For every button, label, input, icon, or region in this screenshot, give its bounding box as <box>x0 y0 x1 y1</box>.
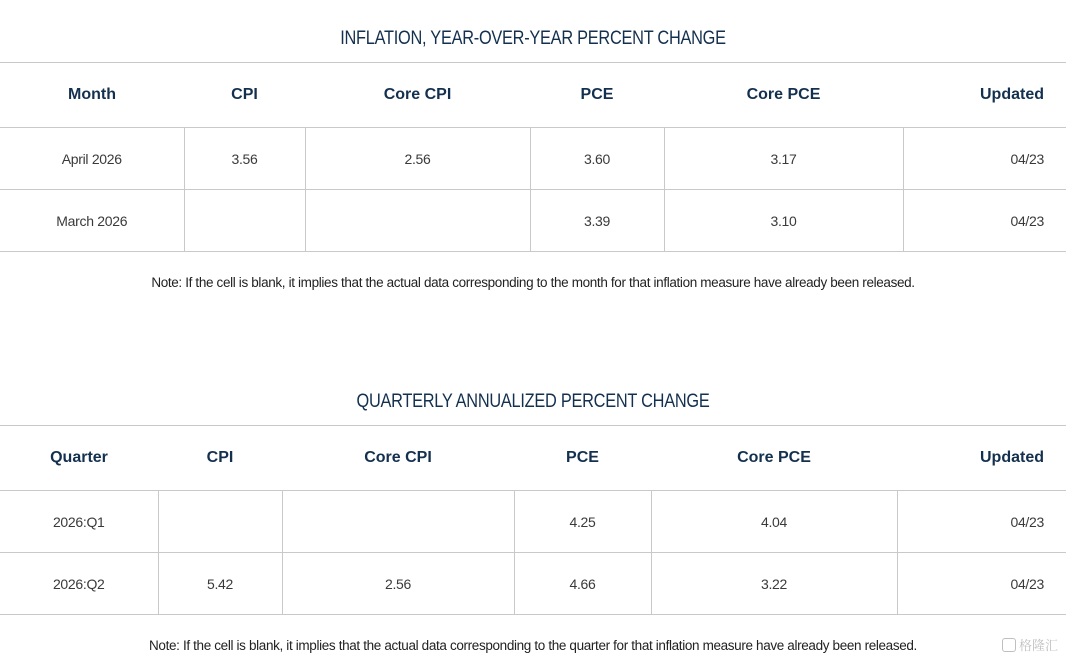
column-header-quarter: Quarter <box>0 426 158 491</box>
quarterly-inflation-table <box>0 425 1066 615</box>
yoy-inflation-table <box>0 62 1066 252</box>
cell-core-pce: 4.04 <box>651 491 897 553</box>
table-header-row <box>0 426 1066 491</box>
cell-pce: 4.25 <box>514 491 651 553</box>
cell-month: April 2026 <box>0 128 184 190</box>
table-row <box>0 128 1066 190</box>
yoy-table-note: Note: If the cell is blank, it implies that the actual data corresponding to the month for that inflation measure have already been released. <box>151 275 915 290</box>
column-header-pce: PCE <box>530 63 664 128</box>
cell-core-pce: 3.10 <box>664 190 903 252</box>
column-header-cpi: CPI <box>184 63 305 128</box>
cell-pce: 3.60 <box>530 128 664 190</box>
cell-cpi <box>184 190 305 252</box>
column-header-core-cpi: Core CPI <box>282 426 514 491</box>
yoy-table-title: INFLATION, YEAR-OVER-YEAR PERCENT CHANGE <box>340 28 726 49</box>
cell-month: March 2026 <box>0 190 184 252</box>
cell-pce: 4.66 <box>514 553 651 615</box>
cell-updated: 04/23 <box>897 491 1066 553</box>
cell-cpi <box>158 491 282 553</box>
column-header-cpi: CPI <box>158 426 282 491</box>
column-header-pce: PCE <box>514 426 651 491</box>
cell-updated: 04/23 <box>903 128 1066 190</box>
cell-quarter: 2026:Q2 <box>0 553 158 615</box>
cell-core-cpi: 2.56 <box>282 553 514 615</box>
table-header-row <box>0 63 1066 128</box>
column-header-updated: Updated <box>897 426 1066 491</box>
cell-updated: 04/23 <box>897 553 1066 615</box>
cell-updated: 04/23 <box>903 190 1066 252</box>
table-row <box>0 190 1066 252</box>
watermark <box>1002 635 1058 654</box>
cell-core-pce: 3.17 <box>664 128 903 190</box>
column-header-month: Month <box>0 63 184 128</box>
cell-core-cpi: 2.56 <box>305 128 530 190</box>
quarterly-table-title: QUARTERLY ANNUALIZED PERCENT CHANGE <box>356 391 710 412</box>
cell-core-cpi <box>282 491 514 553</box>
quarterly-table-note: Note: If the cell is blank, it implies that the actual data corresponding to the quarter for that inflation measure have already been released. <box>149 638 917 653</box>
watermark-text: 格隆汇 <box>1018 638 1058 653</box>
cell-cpi: 3.56 <box>184 128 305 190</box>
table-row <box>0 553 1066 615</box>
column-header-updated: Updated <box>903 63 1066 128</box>
column-header-core-pce: Core PCE <box>664 63 903 128</box>
cell-cpi: 5.42 <box>158 553 282 615</box>
cell-core-pce: 3.22 <box>651 553 897 615</box>
column-header-core-pce: Core PCE <box>651 426 897 491</box>
brand-logo-icon <box>1002 638 1016 652</box>
cell-pce: 3.39 <box>530 190 664 252</box>
table-row <box>0 491 1066 553</box>
cell-core-cpi <box>305 190 530 252</box>
cell-quarter: 2026:Q1 <box>0 491 158 553</box>
column-header-core-cpi: Core CPI <box>305 63 530 128</box>
